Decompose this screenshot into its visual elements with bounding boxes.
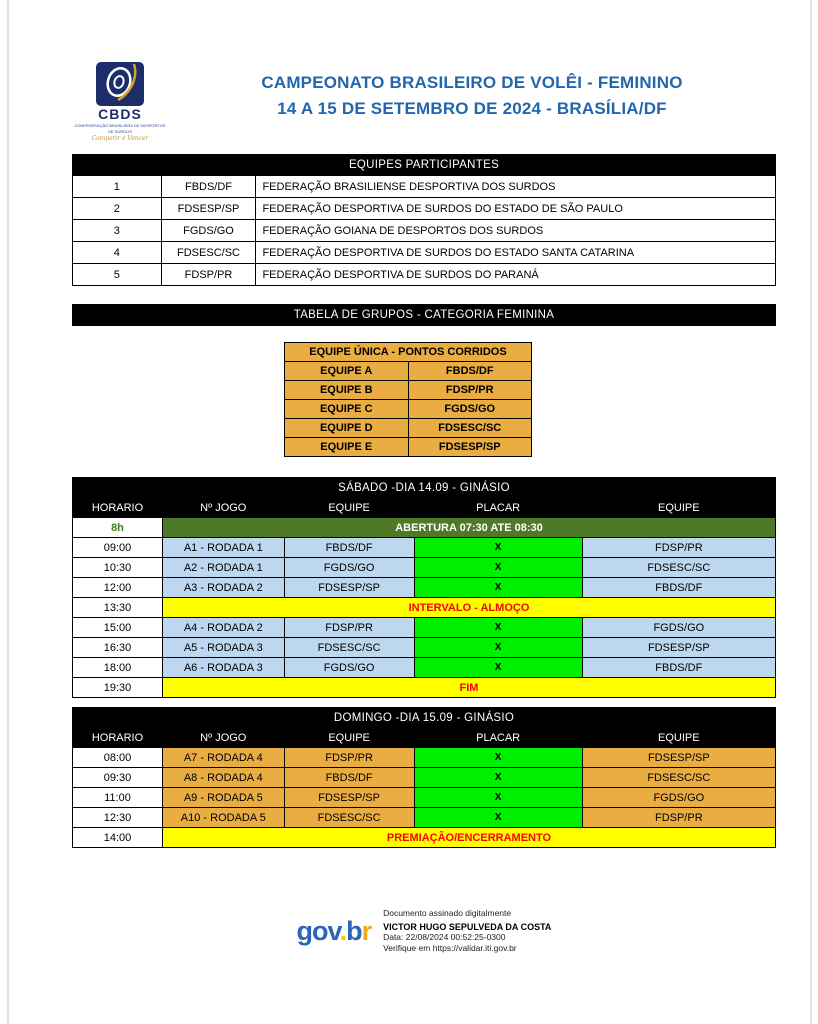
participants-header-row — [73, 155, 776, 176]
match-home-team: FGDS/GO — [284, 558, 414, 578]
participant-name: FEDERAÇÃO DESPORTIVA DE SURDOS DO PARANÁ — [256, 264, 776, 286]
match-home-team: FGDS/GO — [284, 658, 414, 678]
match-home-team: FDSESC/SC — [284, 638, 414, 658]
group-team: FGDS/GO — [408, 400, 532, 419]
match-home-team: FDSESP/SP — [284, 788, 414, 808]
match-row — [73, 558, 776, 578]
match-game: A10 - RODADA 5 — [162, 808, 284, 828]
participant-name: FEDERAÇÃO DESPORTIVA DE SURDOS DO ESTADO DE SÃO PAULO — [256, 198, 776, 220]
match-game: A5 - RODADA 3 — [162, 638, 284, 658]
group-label: EQUIPE A — [285, 362, 409, 381]
participant-code: FDSESP/SP — [161, 198, 256, 220]
match-away-team: FDSESC/SC — [582, 558, 775, 578]
group-label: EQUIPE C — [285, 400, 409, 419]
match-score: X — [414, 748, 582, 768]
match-away-team: FDSESC/SC — [582, 768, 775, 788]
match-game: A6 - RODADA 3 — [162, 658, 284, 678]
match-score: X — [414, 788, 582, 808]
participant-num: 5 — [73, 264, 162, 286]
match-row — [73, 638, 776, 658]
participant-num: 3 — [73, 220, 162, 242]
match-time: 18:00 — [73, 658, 163, 678]
participant-row — [73, 220, 776, 242]
scan-edge-right — [810, 0, 812, 1024]
end-row — [73, 678, 776, 698]
sunday-title-row — [73, 708, 776, 728]
signature-verify-url: Verifique em https://validar.iti.gov.br — [383, 943, 517, 954]
participant-code: FGDS/GO — [161, 220, 256, 242]
match-score: X — [414, 808, 582, 828]
groups-section-title: TABELA DE GRUPOS - CATEGORIA FEMININA — [72, 304, 776, 326]
match-away-team: FGDS/GO — [582, 788, 775, 808]
opening-row — [73, 518, 776, 538]
participants-title: EQUIPES PARTICIPANTES — [73, 155, 776, 176]
signer-name: VICTOR HUGO SEPULVEDA DA COSTA — [383, 922, 552, 932]
col-horario: HORARIO — [73, 498, 163, 518]
signature-caption: Documento assinado digitalmente — [383, 908, 512, 918]
participant-row — [73, 264, 776, 286]
participant-num: 1 — [73, 176, 162, 198]
participant-num: 4 — [73, 242, 162, 264]
match-away-team: FBDS/DF — [582, 578, 775, 598]
match-row — [73, 768, 776, 788]
match-row — [73, 578, 776, 598]
match-time: 11:00 — [73, 788, 163, 808]
match-away-team: FGDS/GO — [582, 618, 775, 638]
saturday-schedule-table — [72, 477, 776, 698]
match-away-team: FDSP/PR — [582, 808, 775, 828]
participant-code: FDSESC/SC — [161, 242, 256, 264]
sunday-schedule-table — [72, 707, 776, 848]
group-row — [285, 419, 532, 438]
break-row — [73, 598, 776, 618]
saturday-title-row — [73, 478, 776, 498]
group-team: FDSP/PR — [408, 381, 532, 400]
group-row — [285, 381, 532, 400]
col-equipe-home: EQUIPE — [284, 498, 414, 518]
group-row — [285, 400, 532, 419]
col-jogo: Nº JOGO — [162, 728, 284, 748]
match-home-team: FDSP/PR — [284, 748, 414, 768]
closing-label: PREMIAÇÃO/ENCERRAMENTO — [162, 828, 775, 848]
match-home-team: FDSP/PR — [284, 618, 414, 638]
govbr-logo — [296, 915, 372, 946]
group-label: EQUIPE E — [285, 438, 409, 457]
participant-code: FDSP/PR — [161, 264, 256, 286]
sunday-title: DOMINGO -DIA 15.09 - GINÁSIO — [73, 708, 776, 728]
match-game: A8 - RODADA 4 — [162, 768, 284, 788]
match-home-team: FBDS/DF — [284, 538, 414, 558]
govbr-logo-b: b — [346, 915, 362, 946]
closing-row — [73, 828, 776, 848]
saturday-title: SÁBADO -DIA 14.09 - GINÁSIO — [73, 478, 776, 498]
participants-table — [72, 154, 776, 286]
col-placar: PLACAR — [414, 728, 582, 748]
groups-table-title: EQUIPE ÚNICA - PONTOS CORRIDOS — [285, 343, 532, 362]
saturday-columns-row — [73, 498, 776, 518]
group-team: FDSESP/SP — [408, 438, 532, 457]
match-time: 13:30 — [73, 598, 163, 618]
groups-table — [284, 342, 532, 457]
title-line-2: 14 A 15 DE SETEMBRO DE 2024 - BRASÍLIA/DF — [277, 98, 667, 118]
match-score: X — [414, 768, 582, 788]
match-game: A4 - RODADA 2 — [162, 618, 284, 638]
group-team: FDSESC/SC — [408, 419, 532, 438]
groups-header-row — [285, 343, 532, 362]
document-header — [72, 60, 776, 140]
cbds-logo-text: CBDS — [98, 106, 142, 122]
match-row — [73, 808, 776, 828]
match-row — [73, 618, 776, 638]
break-label: INTERVALO - ALMOÇO — [162, 598, 775, 618]
col-equipe-away: EQUIPE — [582, 728, 775, 748]
document-title — [168, 60, 776, 140]
cbds-logo-motto: Competir é Vencer — [91, 134, 149, 142]
match-home-team: FBDS/DF — [284, 768, 414, 788]
match-score: X — [414, 558, 582, 578]
opening-label: ABERTURA 07:30 ATE 08:30 — [162, 518, 775, 538]
match-score: X — [414, 638, 582, 658]
match-time: 12:30 — [73, 808, 163, 828]
match-game: A2 - RODADA 1 — [162, 558, 284, 578]
signature-block — [383, 908, 551, 955]
match-home-team: FDSESC/SC — [284, 808, 414, 828]
match-time: 19:30 — [73, 678, 163, 698]
match-row — [73, 658, 776, 678]
group-team: FBDS/DF — [408, 362, 532, 381]
match-row — [73, 748, 776, 768]
cbds-logo — [72, 60, 168, 140]
sunday-columns-row — [73, 728, 776, 748]
col-jogo: Nº JOGO — [162, 498, 284, 518]
col-equipe-home: EQUIPE — [284, 728, 414, 748]
match-game: A1 - RODADA 1 — [162, 538, 284, 558]
match-time: 09:00 — [73, 538, 163, 558]
match-time: 16:30 — [73, 638, 163, 658]
match-row — [73, 538, 776, 558]
govbr-logo-r: r — [361, 915, 372, 946]
group-row — [285, 438, 532, 457]
match-time: 10:30 — [73, 558, 163, 578]
match-score: X — [414, 578, 582, 598]
participant-num: 2 — [73, 198, 162, 220]
signature-footer — [72, 908, 776, 955]
match-away-team: FBDS/DF — [582, 658, 775, 678]
match-time: 8h — [73, 518, 163, 538]
match-score: X — [414, 618, 582, 638]
signature-date: Data: 22/08/2024 00:52:25-0300 — [383, 932, 506, 942]
match-time: 14:00 — [73, 828, 163, 848]
match-time: 15:00 — [73, 618, 163, 638]
cbds-logo-mark-icon — [96, 62, 144, 106]
cbds-logo-caption: CONFEDERAÇÃO BRASILEIRA DE DESPORTOS DE SURDOS — [74, 123, 166, 134]
match-time: 12:00 — [73, 578, 163, 598]
col-equipe-away: EQUIPE — [582, 498, 775, 518]
participant-name: FEDERAÇÃO GOIANA DE DESPORTOS DOS SURDOS — [256, 220, 776, 242]
group-label: EQUIPE D — [285, 419, 409, 438]
govbr-logo-dot: . — [339, 915, 347, 946]
scan-edge-left — [7, 0, 9, 1024]
participant-row — [73, 242, 776, 264]
match-score: X — [414, 538, 582, 558]
participant-name: FEDERAÇÃO BRASILIENSE DESPORTIVA DOS SURDOS — [256, 176, 776, 198]
match-home-team: FDSESP/SP — [284, 578, 414, 598]
match-time: 08:00 — [73, 748, 163, 768]
group-label: EQUIPE B — [285, 381, 409, 400]
title-line-1: CAMPEONATO BRASILEIRO DE VOLÊI - FEMININO — [261, 73, 683, 92]
col-placar: PLACAR — [414, 498, 582, 518]
match-row — [73, 788, 776, 808]
match-away-team: FDSESP/SP — [582, 748, 775, 768]
participant-row — [73, 176, 776, 198]
participant-name: FEDERAÇÃO DESPORTIVA DE SURDOS DO ESTADO SANTA CATARINA — [256, 242, 776, 264]
match-away-team: FDSP/PR — [582, 538, 775, 558]
end-label: FIM — [162, 678, 775, 698]
govbr-logo-gov: gov — [296, 915, 340, 946]
match-game: A9 - RODADA 5 — [162, 788, 284, 808]
col-horario: HORARIO — [73, 728, 163, 748]
match-score: X — [414, 658, 582, 678]
participant-row — [73, 198, 776, 220]
match-away-team: FDSESP/SP — [582, 638, 775, 658]
group-row — [285, 362, 532, 381]
match-game: A7 - RODADA 4 — [162, 748, 284, 768]
match-time: 09:30 — [73, 768, 163, 788]
match-game: A3 - RODADA 2 — [162, 578, 284, 598]
participant-code: FBDS/DF — [161, 176, 256, 198]
